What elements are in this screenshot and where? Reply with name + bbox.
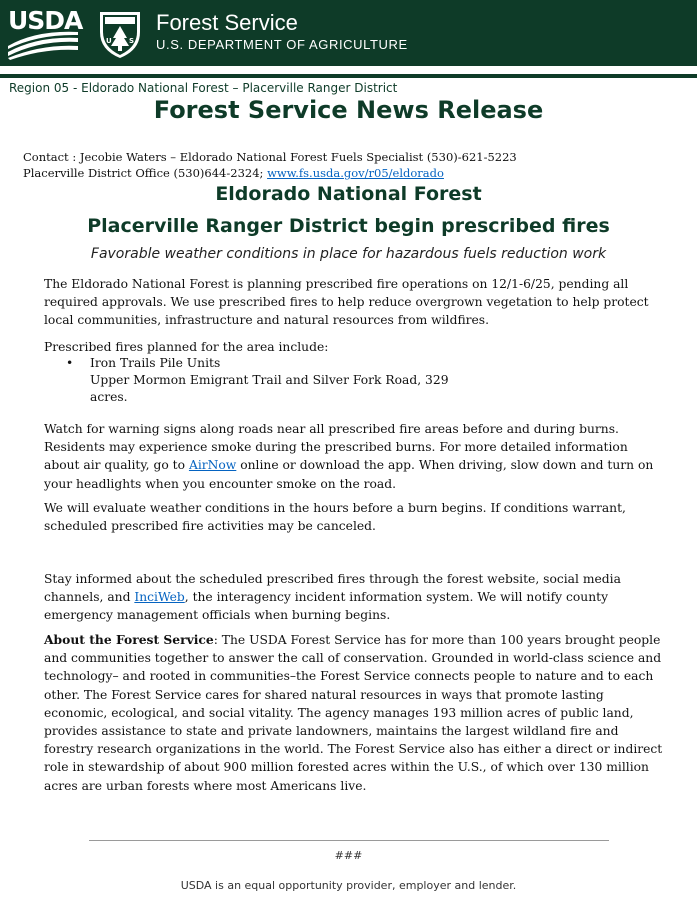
paragraph-warning-text-cont: online or download the app. When driving, slow down and turn on your headlights when you encounter smoke on the road. [44, 458, 654, 491]
svg-text:U: U [106, 37, 112, 45]
paragraph-list-intro [44, 338, 664, 356]
agency-name: Forest Service [156, 10, 298, 35]
svg-text:S: S [129, 37, 135, 45]
paragraph-stay-informed-text-cont: , the interagency incident information system. We will notify county emergency management officials when burning begins. [44, 590, 609, 623]
paragraph-about [44, 631, 664, 795]
district-office-line [23, 165, 517, 181]
usda-logo-swoosh-icon [8, 6, 83, 60]
headline: Placerville Ranger District begin prescribed fires [87, 215, 610, 237]
list-item-title: Iron Trails Pile Units [90, 356, 221, 370]
region-line: Region 05 - Eldorado National Forest – Placerville Ranger District [9, 81, 398, 95]
contact-line: Contact : Jecobie Waters – Eldorado National Forest Fuels Specialist (530)-621-5223 [23, 150, 517, 164]
forest-service-shield [97, 10, 143, 60]
subheadline: Favorable weather conditions in place for hazardous fuels reduction work [90, 246, 607, 262]
forest-website-link[interactable]: www.fs.usda.gov/r05/eldorado [267, 166, 444, 180]
paragraph-intro-text: The Eldorado National Forest is planning prescribed fire operations on 12/1-6/25, pending all required approvals. We use prescribed fires to help reduce overgrown vegetation to help protect local communities, infrastructure and natural resources from wildfires. [44, 277, 649, 328]
forest-name: Eldorado National Forest [215, 183, 482, 205]
footer-text: USDA is an equal opportunity provider, employer and lender. [180, 879, 517, 892]
about-text: : The USDA Forest Service has for more than 100 years brought people and communities together to answer the call of conservation. Grounded in world-class science and technology– and rooted in communities–the Forest Service connects people to nature and to each other. The Forest Service cares for shared natural resources in ways that promote lasting economic, ecological, and social vitality. The agency manages 193 million acres of public land, provides assistance to state and private landowners, maintains the largest wildland fire and forestry research organizations in the world. The Forest Service also has either a direct or indirect role in stewardship of about 900 million forested acres within the U.S., of which over 130 million acres are urban forests where most Americans live. [44, 633, 663, 793]
paragraph-intro [44, 275, 664, 330]
about-heading: About the Forest Service [44, 632, 214, 647]
paragraph-list-intro-text: Prescribed fires planned for the area include: [44, 340, 329, 354]
department-name: U.S. DEPARTMENT OF AGRICULTURE [156, 37, 408, 52]
paragraph-warning-text: Watch for warning signs along roads near all prescribed fire areas before and during burns. Residents may experience smoke during the prescribed burns. For more detailed information about air quality, go to [44, 422, 628, 473]
banner-bottom-rule [0, 74, 697, 78]
district-office-text: Placerville District Office (530)644-2324; [23, 166, 268, 180]
contact-block [23, 149, 517, 181]
release-title: Forest Service News Release [153, 96, 544, 124]
paragraph-weather-text: We will evaluate weather conditions in the hours before a burn begins. If conditions warrant, scheduled prescribed fire activities may be canceled. [44, 501, 626, 534]
prescribed-fire-list [66, 355, 490, 406]
header-banner [0, 0, 697, 66]
paragraph-warning [44, 420, 664, 493]
paragraph-weather [44, 499, 664, 535]
list-item-detail: Upper Mormon Emigrant Trail and Silver Fork Road, 329 [90, 373, 449, 387]
usda-logo[interactable] [8, 6, 83, 60]
usda-logo-text: USDA [8, 6, 83, 35]
bullet-icon: • [66, 356, 74, 370]
paragraph-stay-informed [44, 570, 664, 625]
shield-icon [97, 10, 143, 60]
list-item-detail-cont: acres. [90, 390, 128, 404]
end-marks: ### [334, 849, 363, 862]
airnow-link[interactable]: AirNow [188, 458, 237, 473]
paragraph-stay-informed-text: Stay informed about the scheduled prescribed fires through the forest website, social media channels, and [44, 572, 621, 605]
inciweb-link[interactable]: InciWeb [134, 590, 185, 605]
footer-divider [89, 840, 609, 841]
